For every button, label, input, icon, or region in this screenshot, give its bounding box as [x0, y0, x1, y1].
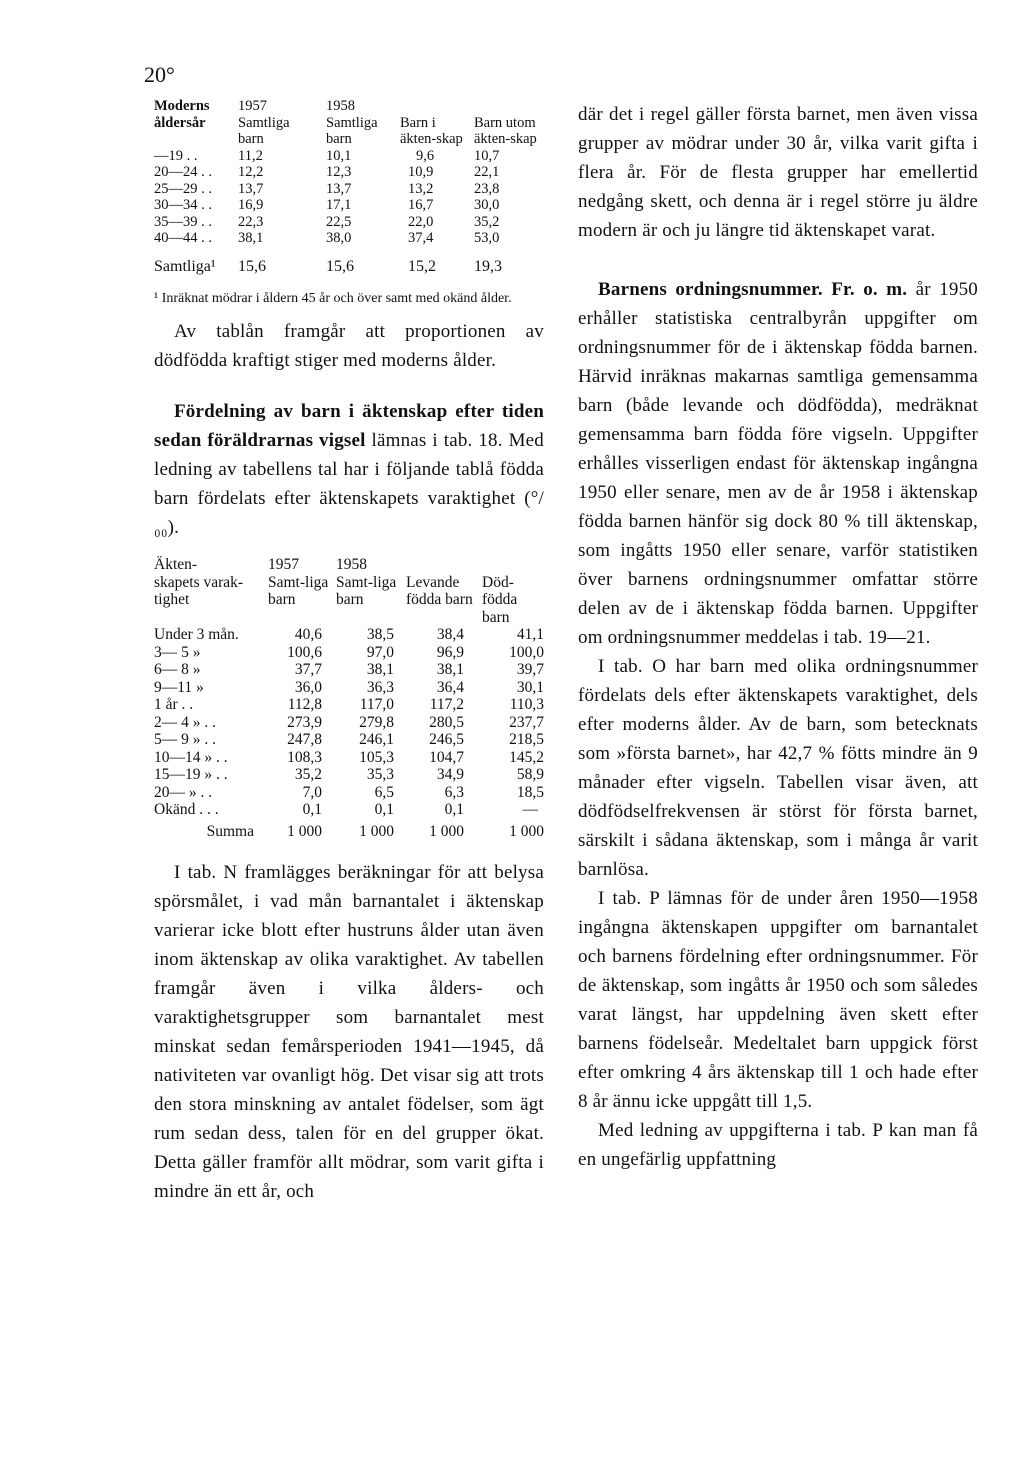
table2-label-cell: 5— 9 » . . [154, 731, 216, 748]
table2-value-cell: 35,2 [294, 766, 322, 783]
table2-value-cell: 38,4 [436, 626, 464, 643]
table1-value-cell: 22,3 [238, 213, 264, 230]
table1-value-cell: 11,2 [238, 147, 263, 164]
right-column [578, 100, 978, 1174]
table2-header-cell: 1957 [268, 556, 299, 573]
table2-label-cell: 3— 5 » [154, 643, 201, 661]
table2-row [154, 766, 544, 784]
table1-label-cell: 35—39 . . [154, 213, 212, 230]
table2-label-cell: 10—14 » . . [154, 748, 228, 766]
table1-value-cell: 10,1 [326, 147, 352, 164]
table2-label-cell: Okänd . . . [154, 801, 219, 818]
table2-header-cell: Död-födda barn [482, 573, 518, 626]
table1-row [154, 181, 544, 198]
table1-row [154, 164, 544, 181]
table2-value-cell: 246,5 [429, 731, 464, 748]
table2-total-label: Summa [206, 822, 254, 840]
table1-header-cell: 1958 [326, 98, 355, 114]
table2-total-cell: 1 000 [509, 822, 544, 840]
table1-total-cell: 19,3 [474, 257, 502, 275]
table2-value-cell: 218,5 [509, 731, 544, 748]
table1-value-cell: 22,0 [408, 213, 434, 230]
table2-value-cell: 104,7 [429, 748, 464, 766]
section-paragraph [154, 397, 544, 542]
table1-header-cell: 1957 [238, 98, 267, 114]
table2-header-cell: skapets varak-tighet [154, 573, 244, 608]
table2-value-cell: 237,7 [509, 713, 544, 731]
table2-header-cell: 1958 [336, 556, 367, 573]
table1-label-cell: 20—24 . . [154, 164, 212, 180]
table2-value-cell: 35,3 [366, 766, 394, 783]
table2-value-cell: 34,9 [436, 766, 464, 783]
table2-value-cell: 97,0 [366, 643, 394, 661]
table2-value-cell: 96,9 [436, 643, 464, 661]
table2-value-cell: 6,5 [374, 783, 394, 801]
table2-value-cell: 117,2 [429, 696, 464, 713]
table2-row [154, 731, 544, 749]
section-text: lämnas i tab. 18. Med ledning av tabellens tal har i följande tablå födda barn fördelats efter äktenskapets varaktighet (°/₀₀). [154, 430, 544, 538]
table1-value-cell: 35,2 [474, 213, 500, 230]
table1-label-cell: 40—44 . . [154, 230, 212, 246]
table2-value-cell: 6,3 [444, 783, 464, 801]
paragraph: där det i regel gäller första barnet, men även vissa grupper av mödrar under 30 år, vilka varit gifta i flera år. För de flesta grupper har emellertid nedgång skett, och denna är i regel större ju äldre modern är och ju längre tid äktenskapet varat. [578, 104, 978, 241]
section-heading: Fördelning av barn i äktenskap efter tiden sedan föräldrarnas vigsel [154, 401, 544, 451]
table1-total-cell: 15,6 [238, 257, 266, 275]
table1-value-cell: 38,1 [238, 230, 264, 246]
table2-value-cell: 38,1 [366, 661, 394, 678]
table1-header-row2 [154, 115, 544, 148]
table1-row [154, 214, 544, 231]
table2-value-cell: 280,5 [429, 713, 464, 731]
table2-value-cell: 39,7 [516, 661, 544, 678]
page-number: 20° [144, 62, 175, 87]
table1-total-cell: 15,2 [408, 257, 436, 275]
table1-header-cell: Samtliga barn [238, 114, 290, 147]
table2-value-cell: 38,5 [366, 626, 394, 643]
table2-header-cell: Äkten- [154, 556, 198, 573]
table2-header-cell [482, 556, 544, 574]
table2-value-cell: 36,3 [366, 678, 394, 696]
table1-value-cell: 10,7 [474, 147, 500, 164]
table2-total-row [154, 819, 544, 841]
paragraph: I tab. P lämnas för de under åren 1950—1958 ingångna äktenskapen uppgifter om barnantalet och barnens fördelning efter ordningsnummer. För de äktenskap, som ingåtts år 1950 och som således varat längst, har uppdelning även skett efter barnens födelseår. Medeltalet barn uppgick först efter omkring 4 års äktenskap till 1 och hade efter 8 år ännu icke uppgått till 1,5. [578, 888, 978, 1112]
table1-label-cell: 30—34 . . [154, 197, 212, 213]
table1-header-cell: åldersår [154, 114, 206, 131]
table2-row [154, 784, 544, 802]
paragraph: Av tablån framgår att proportionen av dödfödda kraftigt stiger med moderns ålder. [154, 321, 544, 371]
table2-row [154, 626, 544, 644]
table1-total-cell: 15,6 [326, 257, 354, 275]
table1-value-cell: 13,2 [408, 180, 434, 197]
table1-value-cell: 16,9 [238, 197, 264, 213]
table1-label-cell: 25—29 . . [154, 180, 212, 197]
table2-header-cell: Samt-liga barn [336, 573, 397, 608]
table2-label-cell: 9—11 » [154, 678, 204, 696]
table2-value-cell: 36,4 [436, 678, 464, 696]
table2-label-cell: 15—19 » . . [154, 766, 228, 783]
paragraph: I tab. N framlägges beräkningar för att belysa spörsmålet, i vad mån barnantalet i äktenskap varierar icke blott efter hustruns ålder utan även inom äktenskap av olika varaktighet. Av tabellen framgår även i vilka ålders- och varaktighetsgrupper som barnantalet mest minskat sedan femårsperioden 1941—1945, då nativiteten var ovanligt hög. Det visar sig att trots den stora minskning av antalet födelser, som ägt rum sedan dess, talen för en del grupper ökat. Detta gäller framför allt mödrar, som varit gifta i mindre än ett år, och [154, 862, 544, 1202]
table2-value-cell: 108,3 [287, 748, 322, 766]
table1-value-cell: 12,2 [238, 164, 264, 180]
table2-row [154, 644, 544, 662]
table2-header-cell: Levande födda barn [406, 573, 473, 608]
table1-value-cell: 22,1 [474, 164, 500, 180]
table1-value-cell: 17,1 [326, 197, 352, 213]
table1-row [154, 148, 544, 165]
table1-header-cell: Moderns [154, 98, 210, 114]
table2-value-cell: — [522, 801, 538, 818]
table2-label-cell: 2— 4 » . . [154, 713, 216, 731]
table2-label-cell: 6— 8 » [154, 661, 201, 678]
table2-row [154, 679, 544, 697]
table1-value-cell: 16,7 [408, 197, 434, 213]
marriage-duration-table [154, 556, 544, 840]
table2-header-row1 [154, 556, 544, 574]
table1-row [154, 197, 544, 214]
table2-header-cell: Samt-liga barn [268, 573, 329, 608]
table1-header-cell: Barn i äkten-skap [400, 114, 463, 147]
table2-row [154, 801, 544, 819]
table2-value-cell: 38,1 [436, 661, 464, 678]
table2-value-cell: 247,8 [287, 731, 322, 748]
table2-value-cell: 0,1 [444, 801, 464, 818]
table2-value-cell: 0,1 [374, 801, 394, 818]
stillbirth-by-age-table [154, 98, 544, 275]
table2-value-cell: 30,1 [516, 678, 544, 696]
table2-value-cell: 100,6 [287, 643, 322, 661]
table2-value-cell: 246,1 [359, 731, 394, 748]
left-column [154, 98, 544, 1206]
table1-value-cell: 22,5 [326, 213, 352, 230]
section-text: år 1950 erhåller statistiska centralbyrån uppgifter om ordningsnummer för de i äktenskap födda barnen. Härvid inräknas makarnas samtliga gemensamma barn (både levande och dödfödda), medräknat gemensamma barn födda före vigseln. Uppgifter erhålles visserligen endast för äktenskap ingångna 1950 eller senare, men av de år 1958 i äktenskap födda barnen hänför sig dock 80 % till äktenskap, som ingåtts 1950 eller senare, varför statistiken över barnens ordningsnummer omfattar större delen av de i äktenskap födda barnen. Uppgifter om ordningsnummer meddelas i tab. 19—21. [578, 279, 978, 648]
table1-value-cell: 38,0 [326, 230, 352, 246]
table1-total-row [154, 247, 544, 276]
table2-value-cell: 112,8 [287, 696, 322, 713]
table2-value-cell: 40,6 [294, 626, 322, 643]
table2-value-cell: 0,1 [302, 801, 322, 818]
table2-row [154, 696, 544, 714]
table2-value-cell: 36,0 [294, 678, 322, 696]
table2-value-cell: 273,9 [287, 713, 322, 731]
table2-value-cell: 100,0 [509, 643, 544, 661]
table2-value-cell: 18,5 [516, 783, 544, 801]
table1-header-row1 [154, 98, 544, 115]
table2-value-cell: 7,0 [302, 783, 322, 801]
paragraph: I tab. O har barn med olika ordningsnummer fördelats dels efter äktenskapets varaktighet, dels efter moderns ålder. Av de barn, som betecknats som »första barnet», har 42,7 % fötts mindre än 9 månader efter vigseln. Tabellen visar även, att dödfödselfrekvensen är störst för första barnet, särskilt i sådana äktenskap, som i många år varit barnlösa. [578, 656, 978, 880]
table2-total-cell: 1 000 [359, 822, 394, 840]
table1-header-cell [474, 98, 544, 115]
table1-header-cell: Barn utom äkten-skap [474, 114, 537, 147]
table1-footnote: ¹ Inräknat mödrar i åldern 45 år och över samt med okänd ålder. [154, 291, 512, 306]
table2-value-cell: 58,9 [516, 766, 544, 783]
table2-value-cell: 41,1 [516, 626, 544, 643]
table1-header-cell [400, 98, 474, 115]
table1-total-label: Samtliga¹ [154, 257, 216, 275]
table2-row [154, 661, 544, 679]
table2-label-cell: 20— » . . [154, 783, 213, 801]
table1-value-cell: 13,7 [326, 180, 352, 197]
table1-header-cell: Samtliga barn [326, 114, 378, 147]
table2-value-cell: 117,0 [359, 696, 394, 713]
table2-value-cell: 279,8 [359, 713, 394, 731]
table1-value-cell: 12,3 [326, 164, 352, 180]
table1-value-cell: 9,6 [416, 147, 435, 164]
table2-value-cell: 145,2 [509, 748, 544, 766]
table2-header-row2 [154, 574, 544, 627]
table2-value-cell: 37,7 [294, 661, 322, 678]
table1-value-cell: 30,0 [474, 197, 500, 213]
table1-value-cell: 13,7 [238, 180, 264, 197]
section-heading: Barnens ordningsnummer. Fr. o. m. [598, 279, 908, 300]
table2-row [154, 749, 544, 767]
table2-value-cell: 105,3 [359, 748, 394, 766]
table2-label-cell: 1 år . . [154, 696, 194, 713]
paragraph: Med ledning av uppgifterna i tab. P kan man få en ungefärlig uppfattning [578, 1120, 978, 1170]
table2-header-cell [406, 556, 482, 574]
table2-total-cell: 1 000 [287, 822, 322, 840]
table1-value-cell: 23,8 [474, 180, 500, 197]
table1-value-cell: 10,9 [408, 164, 434, 180]
table2-label-cell: Under 3 mån. [154, 626, 239, 643]
table2-total-cell: 1 000 [429, 822, 464, 840]
table1-row [154, 230, 544, 247]
section-paragraph [578, 275, 978, 652]
table2-value-cell: 110,3 [509, 696, 544, 713]
table1-label-cell: —19 . . [154, 147, 198, 164]
table2-row [154, 714, 544, 732]
table1-value-cell: 37,4 [408, 230, 434, 246]
table1-value-cell: 53,0 [474, 230, 500, 246]
